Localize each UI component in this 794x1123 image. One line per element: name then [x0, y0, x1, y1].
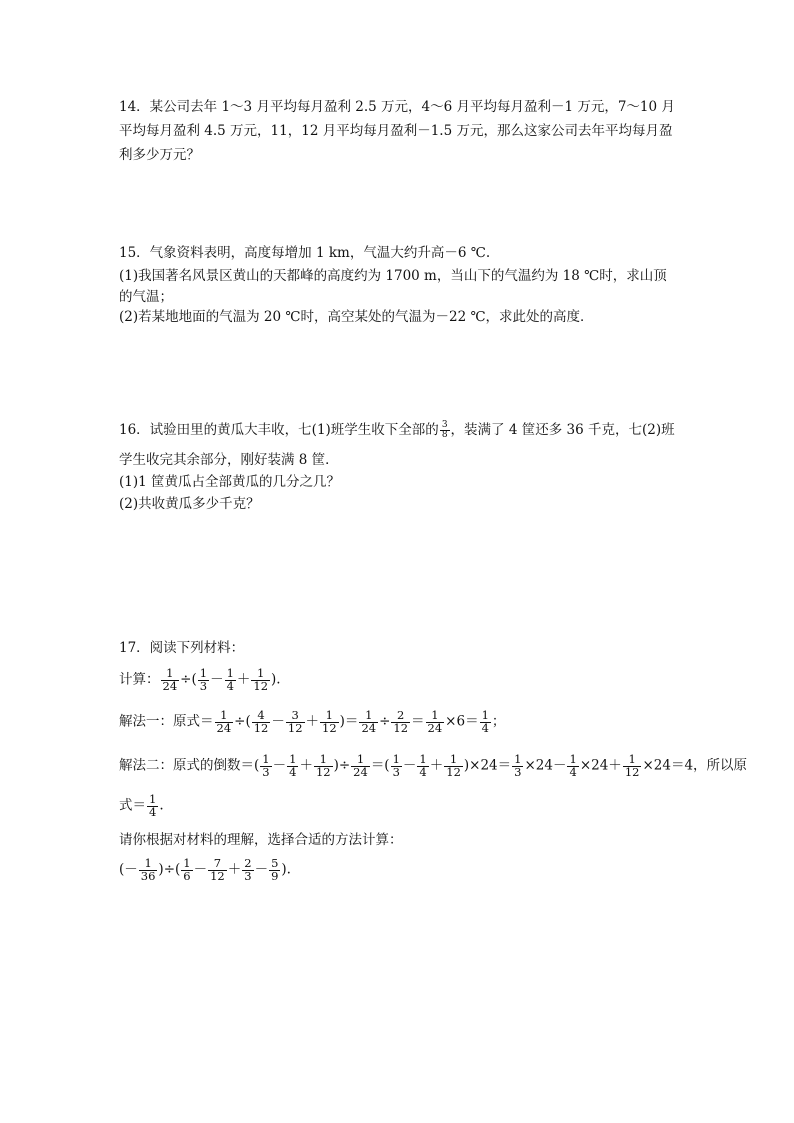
fraction-numerator: 3: [441, 420, 448, 430]
q17-method-1-label: 解法一：原式＝: [119, 713, 214, 730]
q15-line-1: 15．气象资料表明，高度每增加 1 km，气温大约升高－6 ℃.: [119, 245, 491, 261]
q17-method-1: 解法一：原式＝ $\frac{1}{24}$ ÷( $\frac{4}{12}$ － $\frac{3}{12}$ ＋ $\frac{1}{12}$ )＝ $\frac{1}{24}$ ÷ $\frac{2}{12}$ ＝ $\frac{1}{24}$ ×6＝ $\frac{1}{4}$ ；: [119, 708, 506, 735]
q17-method-2-cont: 式＝ $\frac{1}{4}$ .: [119, 792, 164, 819]
q15-line-3: 的气温；: [119, 289, 173, 305]
q15-line-4: (2)若某地地面的气温为 20 ℃时，高空某处的气温为－22 ℃，求此处的高度．: [119, 309, 594, 325]
fraction: [440, 421, 450, 440]
q17-method-2: 解法二：原式的倒数＝( $\frac{1}{3}$ － $\frac{1}{4}$ ＋ $\frac{1}{12}$ )÷ $\frac{1}{24}$ ＝( $\frac{1}{3}$ － $\frac{1}{4}$ ＋ $\frac{1}{12}$ )×24＝ $\frac{1}{3}$ ×24－ $\frac{1}{4}$ ×24＋ $\frac{1}{12}$ ×24＝4，所以原: [119, 752, 748, 779]
q15-line-2: (1)我国著名风景区黄山的天都峰的高度约为 1700 m，当山下的气温约为 18 ℃时，求山顶: [119, 268, 667, 284]
q17-exercise: (－ $\frac{1}{36}$ )÷( $\frac{1}{6}$ － $\frac{7}{12}$ ＋ $\frac{2}{3}$ － $\frac{5}{9}$ ).: [119, 856, 291, 883]
q17-intro: 17．阅读下列材料：: [119, 640, 245, 656]
q17-method-2-cont-label: 式＝: [119, 797, 146, 814]
q16-line-3: (1)1 筐黄瓜占全部黄瓜的几分之几？: [119, 474, 341, 490]
fraction-denominator: 8: [441, 430, 448, 440]
q16-line-4: (2)共收黄瓜多少千克？: [119, 496, 260, 512]
q14-line-1: 14．某公司去年 1～3 月平均每月盈利 2.5 万元，4～6 月平均每月盈利－1 万元，7～10 月: [119, 99, 675, 115]
q17-method-2-label: 解法二：原式的倒数＝: [119, 757, 254, 774]
q16-line-1: [119, 420, 675, 440]
q17-method-2-tail: ，所以原: [693, 757, 748, 774]
q14-line-2: 平均每月盈利 4.5 万元，11，12 月平均每月盈利－1.5 万元，那么这家公司去年平均每月盈: [119, 123, 673, 139]
q14-line-3: 利多少万元？: [119, 147, 200, 163]
q17-calc: 计算： $\frac{1}{24}$ ÷( $\frac{1}{3}$ － $\frac{1}{4}$ ＋ $\frac{1}{12}$ ).: [119, 666, 281, 693]
q16-line-2: 学生收完其余部分，刚好装满 8 筐．: [119, 452, 339, 468]
q17-calc-label: 计算：: [119, 671, 160, 688]
q16-line-1-text: 16．试验田里的黄瓜大丰收，七(1)班学生收下全部的: [119, 422, 439, 438]
q17-task: 请你根据对材料的理解，选择合适的方法计算：: [119, 832, 403, 848]
q16-line-1-text-cont: ，装满了 4 筐还多 36 千克，七(2)班: [450, 422, 675, 438]
